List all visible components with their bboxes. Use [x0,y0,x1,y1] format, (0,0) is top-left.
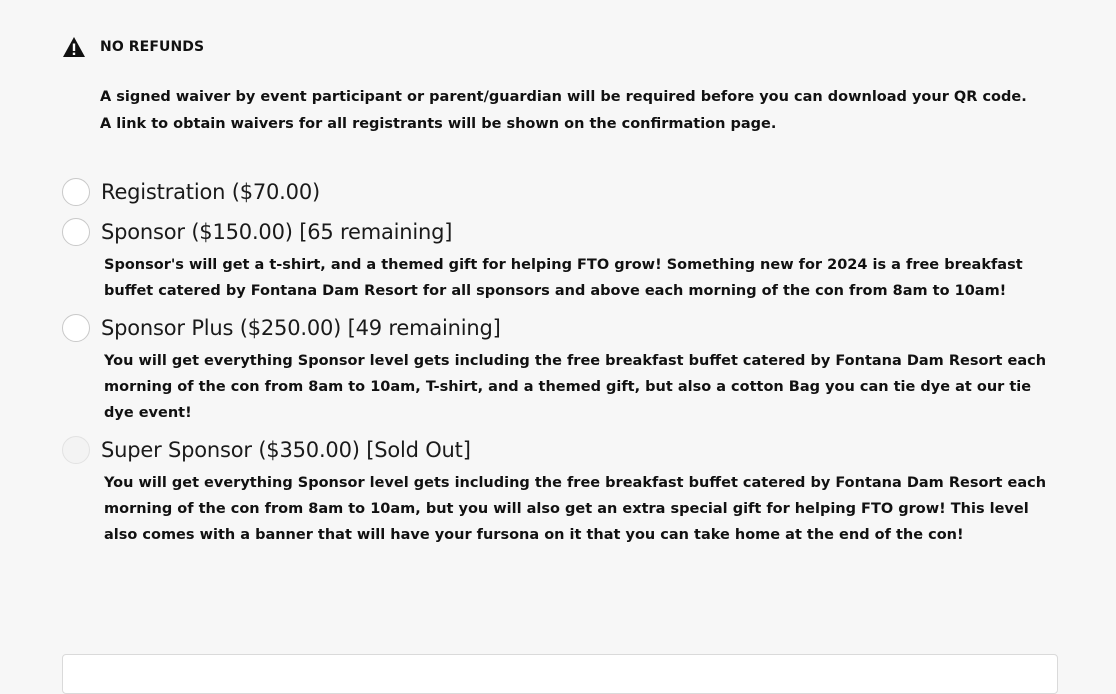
next-form-field[interactable] [62,654,1058,694]
notice-title: NO REFUNDS [100,39,205,55]
option-description: You will get everything Sponsor level gets including the free breakfast buffet catered by Fontana Dam Resort each morning of the con from 8am to 10am, but you will also get an extra special gift for helping FTO grow! This level also comes with a banner that will have your fursona on it that you can take home at the end of the con! [104,475,1047,543]
super-sponsor-radio [62,436,90,464]
notice-body: A signed waiver by event participant or parent/guardian will be required before you can download your QR code. A link to obtain waivers for all registrants will be shown on the confirmation page. [100,89,1027,132]
option-registration [62,172,1062,212]
option-description: You will get everything Sponsor level gets including the free breakfast buffet catered by Fontana Dam Resort each morning of the con from 8am to 10am, T-shirt, and a themed gift, but also a cotton Bag you can tie dye at our tie dye event! [104,353,1047,421]
option-label: Super Sponsor ($350.00) [Sold Out] [101,438,471,462]
option-label[interactable]: Sponsor ($150.00) [65 remaining] [101,220,453,244]
registration-options [62,172,1062,552]
no-refunds-notice [62,34,1042,138]
option-sponsor-plus [62,308,1062,426]
sponsor-plus-radio[interactable] [62,314,90,342]
option-label[interactable]: Registration ($70.00) [101,180,320,204]
option-label[interactable]: Sponsor Plus ($250.00) [49 remaining] [101,316,501,340]
option-row[interactable] [62,308,1062,348]
option-description: Sponsor's will get a t-shirt, and a themed gift for helping FTO grow! Something new for 2024 is a free breakfast buffet catered by Fontana Dam Resort for all sponsors and above each morning of the con from 8am to 10am! [104,257,1023,299]
option-row[interactable] [62,172,1062,212]
warning-icon [62,36,86,58]
notice-header [62,34,1042,60]
option-sponsor [62,212,1062,304]
option-super-sponsor [62,430,1062,548]
registration-radio[interactable] [62,178,90,206]
option-row [62,430,1062,470]
option-row[interactable] [62,212,1062,252]
sponsor-radio[interactable] [62,218,90,246]
